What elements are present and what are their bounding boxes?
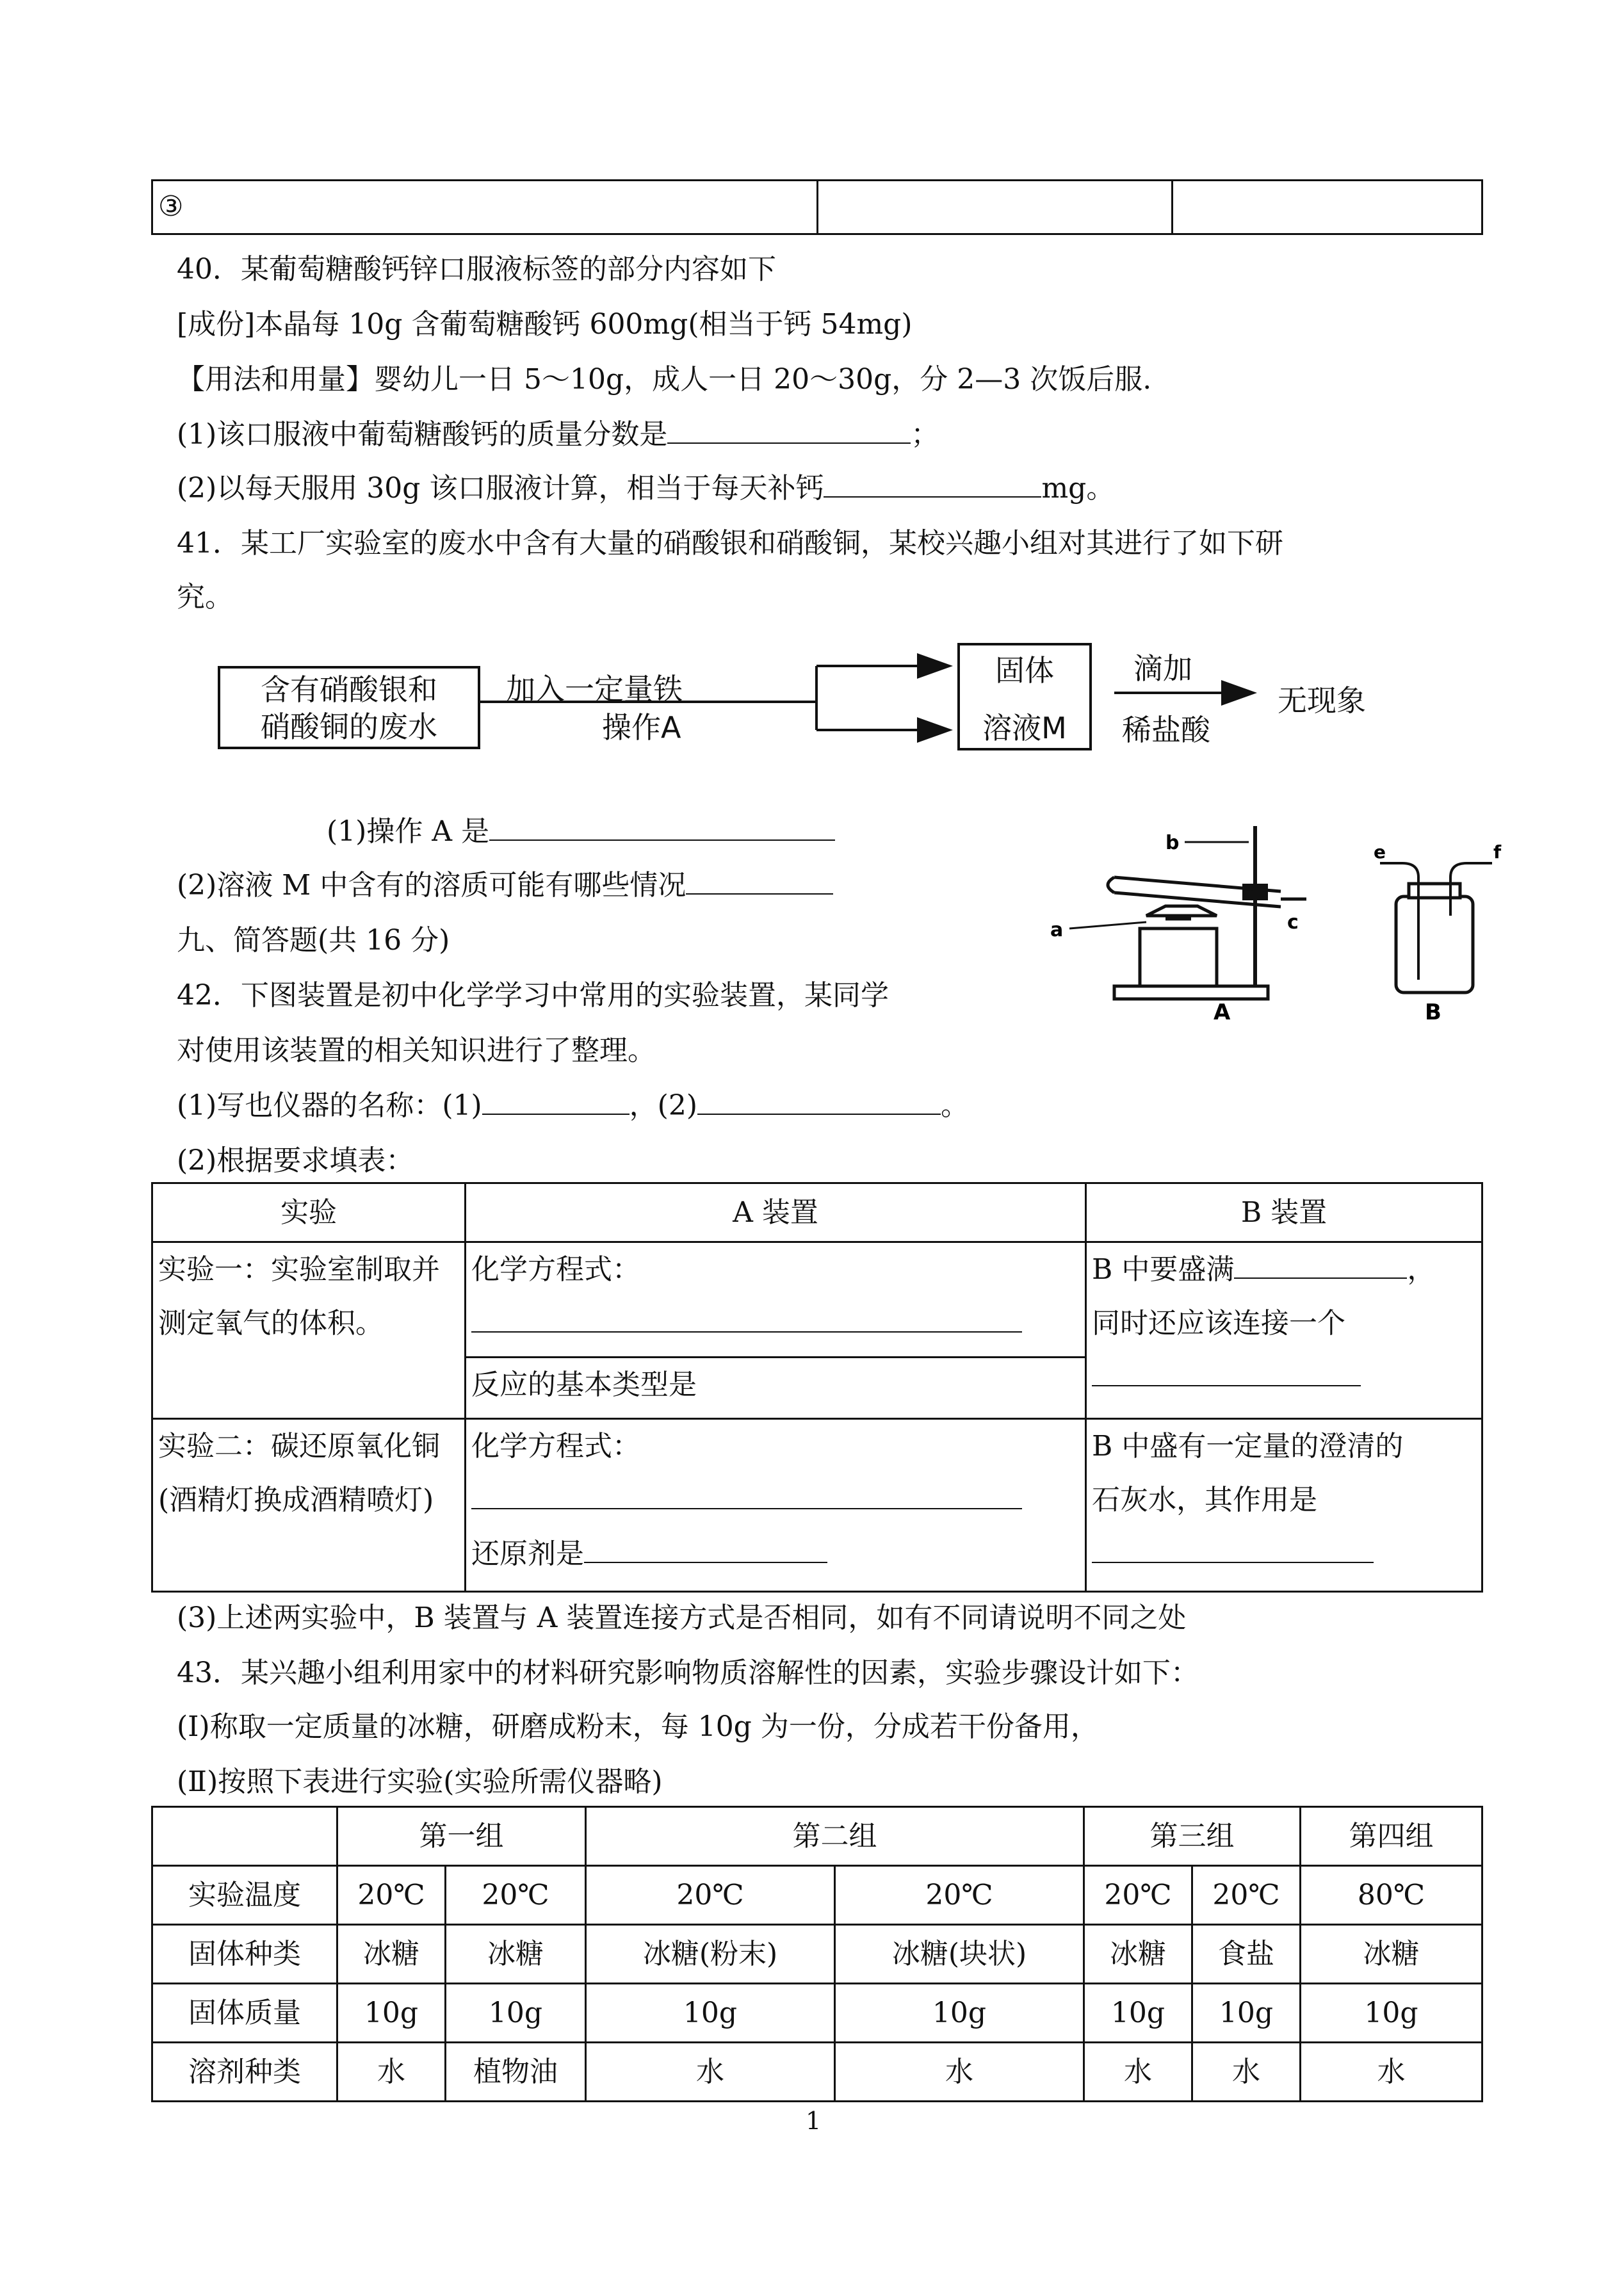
q43-cell: 20℃	[1084, 1866, 1192, 1925]
flow-arrow2-top-label: 滴加	[1133, 651, 1192, 686]
flow-box-wastewater-line1: 含有硝酸银和	[261, 672, 437, 707]
q43-cell: 10g	[337, 1984, 446, 2043]
q43-cell: 食盐	[1192, 1925, 1301, 1984]
alcohol-lamp	[1146, 906, 1217, 916]
q43-cell: 植物油	[446, 2043, 586, 2102]
q41-sub2-text: (2)溶液 M 中含有的溶质可能有哪些情况	[177, 869, 686, 902]
q42-r2-b-l2: 石灰水，其作用是	[1092, 1484, 1317, 1516]
q43-cell: 水	[1084, 2043, 1192, 2102]
q42-sub3: (3)上述两实验中，B 装置与 A 装置连接方式是否相同，如有不同请说明不同之处	[177, 1602, 1187, 1634]
q43-table	[151, 1806, 1483, 2102]
q42-r1-a-equation-blank[interactable]	[471, 1306, 1022, 1333]
q42-r1-a	[466, 1242, 1086, 1419]
q43-step1: (Ⅰ)称取一定质量的冰糖，研磨成粉末，每 10g 为一份，分成若干份备用，	[177, 1710, 1099, 1743]
q43-cell: 10g	[446, 1984, 586, 2043]
q42-r2-a	[466, 1419, 1086, 1592]
q43-row-label: 溶剂种类	[152, 2043, 337, 2102]
label-e: e	[1374, 841, 1386, 863]
q43-cell: 10g	[835, 1984, 1084, 2043]
q42-sub1-end: 。	[940, 1089, 969, 1122]
q42-r2-a-reductant: 还原剂是	[471, 1537, 584, 1570]
q43-group-4: 第四组	[1301, 1807, 1482, 1866]
caption-B: B	[1425, 1000, 1441, 1025]
q43-cell: 80℃	[1301, 1866, 1482, 1925]
q43-cell: 10g	[1084, 1984, 1192, 2043]
q43-row-label: 实验温度	[152, 1866, 337, 1925]
q42-sub2: (2)根据要求填表：	[177, 1144, 414, 1177]
q43-cell: 冰糖	[1084, 1925, 1192, 1984]
flow-box-wastewater-line2: 硝酸铜的废水	[261, 710, 437, 744]
q43-cell: 20℃	[446, 1866, 586, 1925]
q43-cell: 水	[586, 2043, 835, 2102]
q43-cell: 冰糖(块状)	[835, 1925, 1084, 1984]
flow-arrow2-bottom-label: 稀盐酸	[1122, 713, 1210, 747]
q42-r2-experiment-text: 实验二：碳还原氧化铜(酒精灯换成酒精喷灯)	[158, 1430, 440, 1516]
q42-r2-b	[1086, 1419, 1482, 1592]
q43-group-1: 第一组	[337, 1807, 586, 1866]
q40-sub2-end: mg。	[1041, 472, 1115, 505]
q40-title: 40．某葡萄糖酸钙锌口服液标签的部分内容如下	[177, 253, 776, 286]
page-number: 1	[806, 2107, 822, 2135]
q42-r1-experiment	[152, 1242, 466, 1419]
q42-r2-a-reductant-blank[interactable]	[584, 1536, 827, 1563]
caption-A: A	[1214, 1000, 1231, 1025]
q43-cell: 20℃	[835, 1866, 1084, 1925]
q40-sub1-end: ；	[911, 418, 939, 451]
q42-title-cont: 对使用该装置的相关知识进行了整理。	[177, 1034, 656, 1067]
label-b: b	[1165, 832, 1180, 854]
q42-header-experiment: 实验	[152, 1183, 466, 1242]
q42-table	[151, 1182, 1483, 1593]
q43-step2: (Ⅱ)按照下表进行实验(实验所需仪器略)	[177, 1765, 663, 1798]
q43-cell: 20℃	[337, 1866, 446, 1925]
q41-title-cont: 究。	[177, 581, 233, 613]
q42-blank-2[interactable]	[697, 1088, 941, 1115]
q43-cell: 冰糖(粉末)	[586, 1925, 835, 1984]
q42-r1-b-l1: B 中要盛满	[1092, 1253, 1235, 1286]
q43-row-label: 固体质量	[152, 1984, 337, 2043]
q42-r2-a-equation-blank[interactable]	[471, 1482, 1022, 1509]
q42-sub1-mid: ，(2)	[629, 1089, 697, 1122]
q43-cell: 水	[835, 2043, 1084, 2102]
q41-sub1-blank[interactable]	[489, 814, 835, 841]
lamp-stand	[1140, 929, 1217, 986]
q42-r2-b-l1: B 中盛有一定量的澄清的	[1092, 1430, 1404, 1463]
flow-box-solution-m: 溶液M	[982, 711, 1067, 745]
q43-cell: 20℃	[1192, 1866, 1301, 1925]
stand-base	[1114, 986, 1268, 999]
q42-r1-b	[1086, 1242, 1482, 1419]
label-a: a	[1050, 919, 1064, 941]
q42-r2-experiment	[152, 1419, 466, 1592]
q42-r1-b-blank2[interactable]	[1092, 1359, 1361, 1386]
flow-box-solid: 固体	[995, 653, 1054, 688]
q41-sub2	[177, 862, 833, 903]
q42-blank-1[interactable]	[482, 1088, 629, 1115]
q43-cell: 10g	[1301, 1984, 1482, 2043]
section-9-heading: 九、简答题(共 16 分)	[177, 924, 450, 957]
bottle-b	[1396, 896, 1473, 993]
q43-cell: 水	[337, 2043, 446, 2102]
q41-title: 41．某工厂实验室的废水中含有大量的硝酸银和硝酸铜，某校兴趣小组对其进行了如下研	[177, 527, 1283, 560]
label-f: f	[1493, 841, 1502, 863]
label-c: c	[1287, 911, 1299, 934]
q41-sub1	[327, 808, 835, 849]
q42-r2-b-blank[interactable]	[1092, 1536, 1374, 1563]
q42-title: 42．下图装置是初中化学学习中常用的实验装置，某同学	[177, 979, 889, 1012]
top-table-cell-1: ③	[152, 181, 818, 234]
flow-arrow1-bottom-label: 操作A	[602, 710, 681, 745]
q43-cell: 10g	[586, 1984, 835, 2043]
q42-sub1	[177, 1082, 969, 1123]
q43-group-3: 第三组	[1084, 1807, 1301, 1866]
q43-cell: 冰糖	[1301, 1925, 1482, 1984]
q43-group-2: 第二组	[586, 1807, 1084, 1866]
q42-header-a: A 装置	[466, 1183, 1086, 1242]
q42-r1-experiment-text: 实验一：实验室制取并测定氧气的体积。	[158, 1253, 440, 1340]
q42-r1-b-l2: 同时还应该连接一个	[1092, 1307, 1345, 1340]
q42-header-b: B 装置	[1086, 1183, 1482, 1242]
q40-sub2-text: (2)以每天服用 30g 该口服液计算，相当于每天补钙	[177, 472, 824, 505]
q43-cell: 水	[1301, 2043, 1482, 2102]
q42-r1-a-equation-label: 化学方程式：	[471, 1253, 640, 1286]
q43-group-header-empty	[152, 1807, 337, 1866]
q42-r1-b-blank1[interactable]	[1234, 1252, 1407, 1279]
q40-ingredients: [成份]本晶每 10g 含葡萄糖酸钙 600mg(相当于钙 54mg)	[177, 308, 913, 341]
flow-result: 无现象	[1278, 683, 1366, 718]
q43-cell: 10g	[1192, 1984, 1301, 2043]
q42-r2-a-equation-label: 化学方程式：	[471, 1430, 640, 1463]
q42-sub1-prefix: (1)写也仪器的名称：(1)	[177, 1089, 482, 1122]
q43-cell: 冰糖	[337, 1925, 446, 1984]
q42-r1-b-comma: ，	[1407, 1253, 1436, 1286]
q40-sub1-text: (1)该口服液中葡萄糖酸钙的质量分数是	[177, 418, 668, 451]
flow-arrows	[0, 0, 1624, 832]
q41-sub1-text: (1)操作 A 是	[327, 815, 490, 848]
clamp	[1242, 884, 1268, 900]
q43-cell: 冰糖	[446, 1925, 586, 1984]
q41-sub2-blank[interactable]	[686, 868, 833, 895]
q43-cell: 水	[1192, 2043, 1301, 2102]
q43-title: 43．某兴趣小组利用家中的材料研究影响物质溶解性的因素，实验步骤设计如下：	[177, 1657, 1199, 1689]
q43-cell: 20℃	[586, 1866, 835, 1925]
q42-r1-a-type: 反应的基本类型是	[471, 1368, 697, 1401]
q40-dosage: 【用法和用量】婴幼儿一日 5～10g，成人一日 20～30g，分 2—3 次饭后服.	[177, 363, 1152, 396]
apparatus-figure	[1037, 813, 1524, 1025]
flow-arrow1-top-label: 加入一定量铁	[506, 672, 683, 706]
test-tube-end	[1108, 877, 1114, 893]
q43-row-label: 固体种类	[152, 1925, 337, 1984]
